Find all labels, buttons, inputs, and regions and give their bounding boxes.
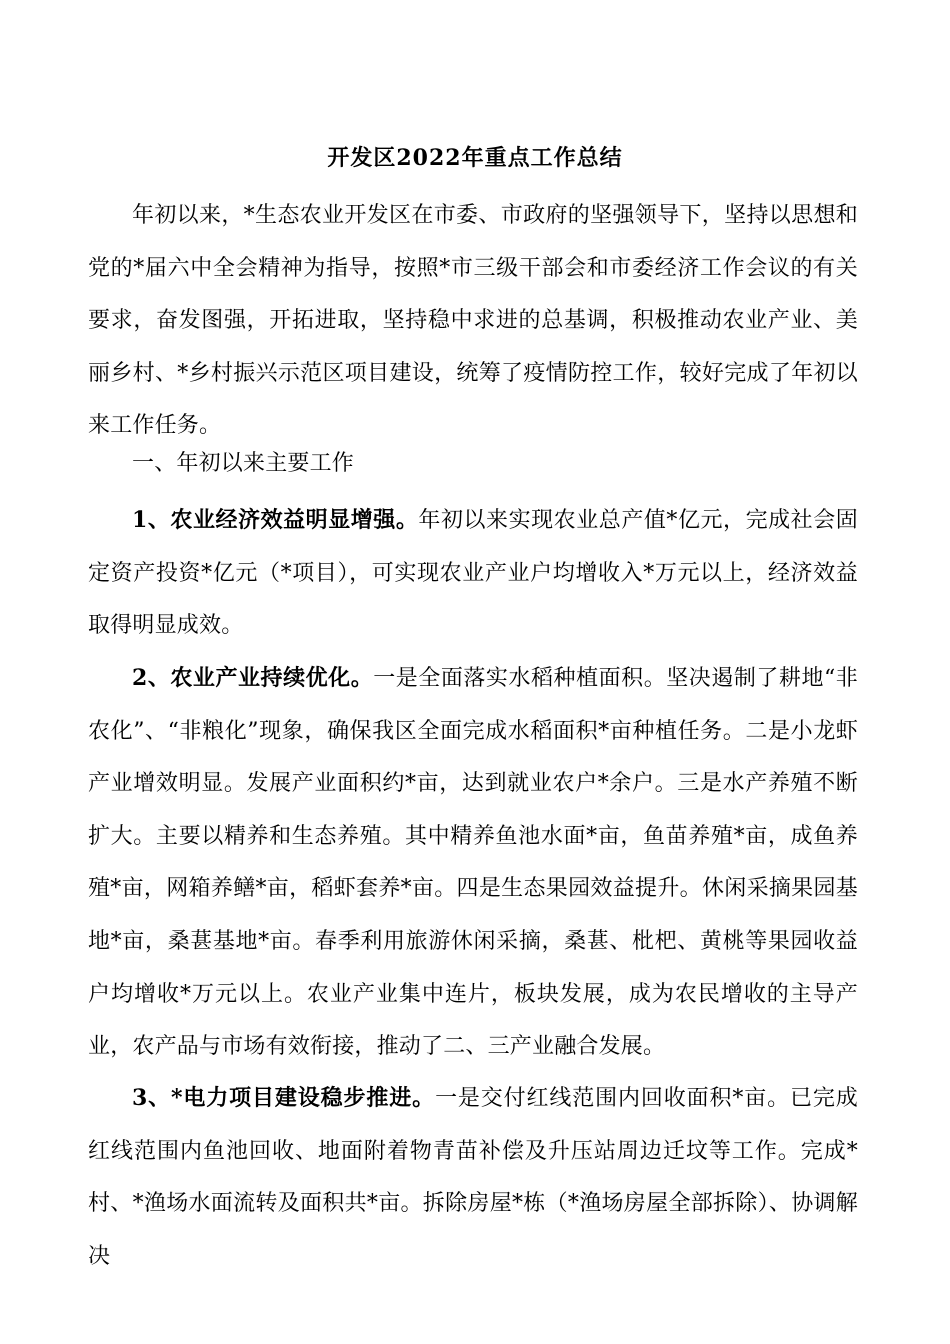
item-3-lead: 3、*电力项目建设稳步推进。 (132, 1085, 436, 1111)
item-2-paragraph (88, 652, 858, 1074)
item-3-text: 一是交付红线范围内回收面积*亩。已完成红线范围内鱼池回收、地面附着物青苗补偿及升压站周边迁坟等工作。完成*村、*渔场水面流转及面积共*亩。拆除房屋*栋（*渔场房屋全部拆除）、协调解决 (88, 1086, 858, 1269)
item-1-text: 年初以来实现农业总产值*亿元，完成社会固定资产投资*亿元（*项目），可实现农业产业户均增收入*万元以上，经济效益取得明显成效。 (88, 508, 858, 639)
item-2-lead: 2、农业产业持续优化。 (132, 665, 374, 691)
item-2-text: 一是全面落实水稻种植面积。坚决遏制了耕地“非农化”、“非粮化”现象，确保我区全面完成水稻面积*亩种植任务。二是小龙虾产业增效明显。发展产业面积约*亩，达到就业农户*余户。三是水产养殖不断扩大。主要以精养和生态养殖。其中精养鱼池水面*亩，鱼苗养殖*亩，成鱼养殖*亩，网箱养鳝*亩，稻虾套养*亩。四是生态果园效益提升。休闲采摘果园基地*亩，桑葚基地*亩。春季利用旅游休闲采摘，桑葚、枇杷、黄桃等果园收益户均增收*万元以上。农业产业集中连片，板块发展，成为农民增收的主导产业，农产品与市场有效衔接，推动了二、三产业融合发展。 (88, 666, 858, 1060)
item-3-paragraph (88, 1072, 858, 1283)
item-1-lead: 1、农业经济效益明显增强。 (132, 507, 419, 533)
item-1-paragraph (88, 494, 858, 653)
intro-paragraph: 年初以来，*生态农业开发区在市委、市政府的坚强领导下，坚持以思想和党的*届六中全会精神为指导，按照*市三级干部会和市委经济工作会议的有关要求，奋发图强，开拓进取，坚持稳中求进的总基调，积极推动农业产业、美丽乡村、*乡村振兴示范区项目建设，统筹了疫情防控工作，较好完成了年初以来工作任务。 (88, 203, 858, 439)
document-title: 开发区2022年重点工作总结 (327, 145, 623, 171)
section-heading: 一、年初以来主要工作 (132, 451, 355, 476)
